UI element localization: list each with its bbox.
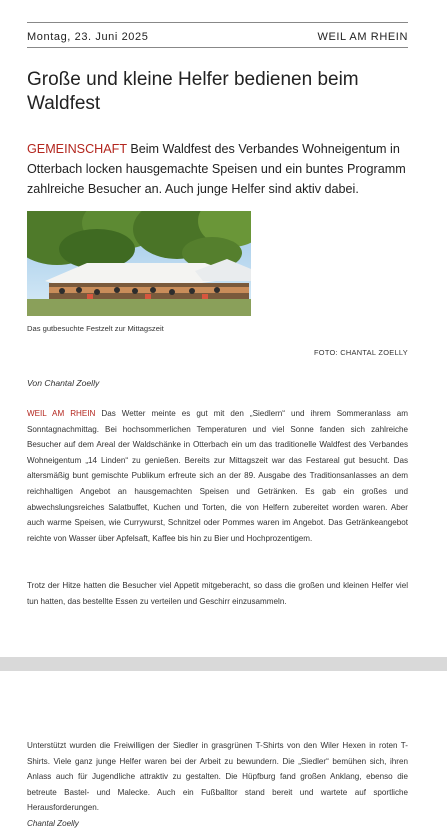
header-rule-top xyxy=(27,22,408,23)
article-photo[interactable] xyxy=(27,211,251,316)
photo-credit: FOTO: CHANTAL ZOELLY xyxy=(313,348,408,357)
author-signoff: Chantal Zoelly xyxy=(27,818,79,828)
article-headline: Große und kleine Helfer bedienen beim Waldfest xyxy=(27,69,359,114)
paragraph-1 xyxy=(27,406,408,546)
paragraph-3: Unterstützt wurden die Freiwilligen der Siedler in grasgrünen T-Shirts von den Wiler Hexen in roten T-Shirts. Viele ganz junge Helfer waren bei der Arbeit zu bewundern. Die „Siedler“ bemühen sich, ihren Anlass auch für Jugendliche attraktiv zu gestalten. Die Hüpfburg fand großen Anklang, ebenso die betreute Bastel- und Malecke. Auch ein Fußballtor stand bereit und wartete auf sportliche Herausforderungen. xyxy=(27,741,408,813)
article-lead xyxy=(27,139,408,199)
lead-kicker: GEMEINSCHAFT xyxy=(27,142,127,156)
byline: Von Chantal Zoelly xyxy=(27,378,100,388)
section-name[interactable]: WEIL AM RHEIN xyxy=(317,31,408,43)
dateline xyxy=(27,31,408,43)
paragraph-3-block xyxy=(27,738,408,832)
section-divider-band xyxy=(0,657,447,671)
header-rule-bottom xyxy=(27,47,408,48)
lead-text: Beim Waldfest des Verbandes Wohneigentum in Otterbach locken hausgemachte Speisen und ein buntes Programm zahlreiche Besucher an. Auch junge Helfer sind aktiv dabei. xyxy=(27,142,406,196)
issue-date: Montag, 23. Juni 2025 xyxy=(27,31,149,43)
paragraph-2: Trotz der Hitze hatten die Besucher viel Appetit mitgeberacht, so dass die großen und kleinen Helfer viel tun hatten, das bestellte Essen zu verteilen und Geschirr einzusammeln. xyxy=(27,581,408,606)
photo-caption: Das gutbesuchte Festzelt zur Mittagszeit xyxy=(27,324,164,333)
paragraph-1-text: Das Wetter meinte es gut mit den „Siedlern“ und ihrem Sommeranlass am Sonntagnachmittag. Bei hochsommerlichen Temperaturen und viel Sonne fanden sich zahlreiche Besucher auf dem Areal der Waldschänke in Otterbach ein um das traditionelle Waldfest des Verbandes Wohneigentum „14 Linden“ zu genießen. Bereits zur Mittagszeit war das Festareal gut besucht. Das altersmäßig bunt gemischte Publikum erfreute sich an der 89. Ausgabe des Traditionsanlasses an dem reichhaltigen Angebot an hausgemachten Speisen und Getränken. Es gab ein großes und abwechslungsreiches Salatbuffet, Kuchen und Torten, die von Helfern zubereitet worden waren. Aber auch warme Speisen, wie Currywurst, Schnitzel oder Pommes waren im Angebot. Das Getränkeangebot reichte von Wasser über Apfelsaft, Kaffee bis hin zu Bier und Hochprozentigem. xyxy=(27,409,408,543)
body-kicker: WEIL AM RHEIN xyxy=(27,409,96,418)
